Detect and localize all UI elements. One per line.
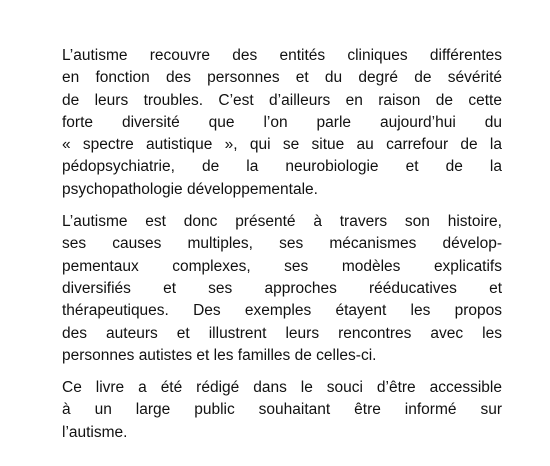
text-line: en fonction des personnes et du degré de sévérité	[62, 69, 502, 87]
paragraph-2	[62, 211, 502, 367]
text-line: « spectre autistique », qui se situe au carrefour de la	[62, 136, 502, 154]
text-line: des auteurs et illustrent leurs rencontres avec les	[62, 324, 502, 342]
text-line: de leurs troubles. C’est d’ailleurs en raison de cette	[62, 91, 502, 109]
text-line: pementaux complexes, ses modèles explicatifs	[62, 257, 502, 275]
text-line: psychopathologie développementale.	[62, 180, 318, 198]
text-line: thérapeutiques. Des exemples étayent les propos	[62, 302, 502, 320]
paragraph-1	[62, 45, 502, 201]
text-block	[62, 45, 502, 454]
text-line: L’autisme recouvre des entités cliniques différentes	[62, 47, 502, 64]
text-line: pédopsychiatrie, de la neurobiologie et de la	[62, 158, 502, 176]
text-line: l’autisme.	[62, 423, 128, 441]
text-line: L’autisme est donc présenté à travers son histoire,	[62, 213, 502, 231]
text-line: diversifiés et ses approches rééducatives et	[62, 279, 502, 297]
text-line: personnes autistes et les familles de celles-ci.	[62, 346, 377, 364]
text-line: à un large public souhaitant être informé sur	[62, 401, 502, 419]
text-line: ses causes multiples, ses mécanismes dévelop-	[62, 235, 502, 253]
text-line: Ce livre a été rédigé dans le souci d’être accessible	[62, 379, 502, 397]
paragraph-3	[62, 377, 502, 444]
text-line: forte diversité que l’on parle aujourd’hui du	[62, 113, 502, 131]
